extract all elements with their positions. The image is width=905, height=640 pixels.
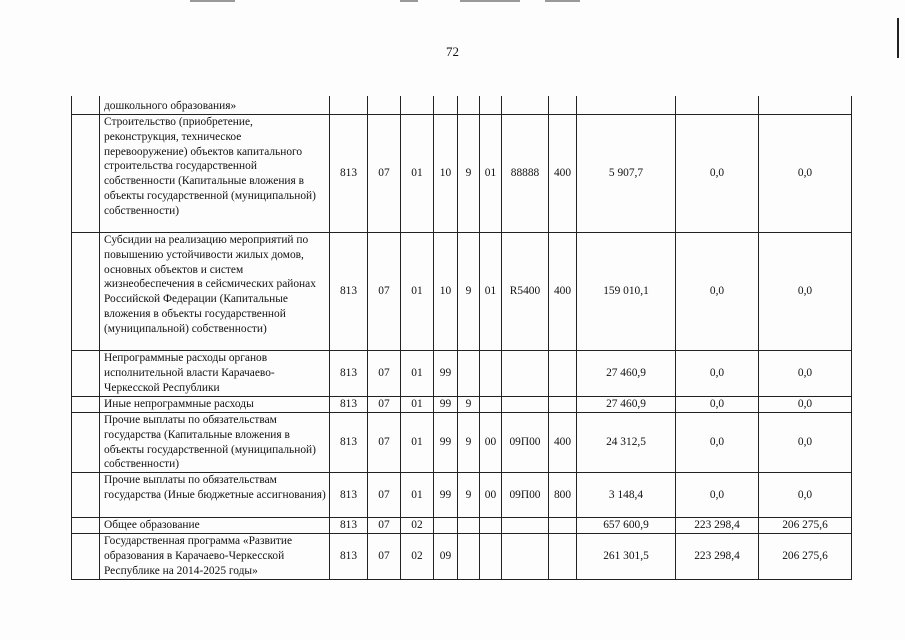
expense-name-cell: Прочие выплаты по обязательствам государства (Иные бюджетные ассигнования) <box>100 473 330 518</box>
program-code-cell: 99 <box>434 473 458 518</box>
amount-year2-cell: 223 298,4 <box>676 518 759 534</box>
subsection-code-cell: 01 <box>401 413 434 473</box>
amount-year1-cell: 24 312,5 <box>577 413 676 473</box>
expense-name-cell: Государственная программа «Развитие образования в Карачаево-Черкесской Республике на 2014-2025 годы» <box>100 534 330 580</box>
amount-year2-cell: 0,0 <box>676 473 759 518</box>
activity-code-cell <box>480 351 502 397</box>
expense-name-cell: Строительство (приобретение, реконструкция, техническое перевооружение) объектов капитального строительства государственной собственности (Капитальные вложения в объекты государственной (муниципальной) собственности) <box>100 115 330 233</box>
section-code-cell: 07 <box>368 115 401 233</box>
amount-year3-cell: 0,0 <box>759 351 852 397</box>
direction-code-cell <box>502 518 549 534</box>
direction-code-cell: 09П00 <box>502 473 549 518</box>
subsection-code-cell <box>401 96 434 115</box>
direction-code-cell <box>502 96 549 115</box>
expense-type-cell <box>549 397 577 413</box>
page-number: 72 <box>446 44 459 59</box>
amount-year1-cell: 159 010,1 <box>577 233 676 351</box>
expense-type-cell: 800 <box>549 473 577 518</box>
amount-year3-cell: 206 275,6 <box>759 518 852 534</box>
subsection-code-cell: 01 <box>401 233 434 351</box>
amount-year1-cell: 27 460,9 <box>577 351 676 397</box>
scan-edge-mark <box>545 0 580 2</box>
amount-year2-cell <box>676 96 759 115</box>
program-code-cell: 10 <box>434 233 458 351</box>
table-row <box>72 534 852 580</box>
amount-year1-cell: 27 460,9 <box>577 397 676 413</box>
subsection-code-cell: 01 <box>401 473 434 518</box>
scan-edge-mark <box>190 0 235 2</box>
ministry-code-cell: 813 <box>330 115 368 233</box>
amount-year1-cell <box>577 96 676 115</box>
amount-year1-cell: 261 301,5 <box>577 534 676 580</box>
amount-year3-cell: 206 275,6 <box>759 534 852 580</box>
program-code-cell: 10 <box>434 115 458 233</box>
program-code-cell: 99 <box>434 351 458 397</box>
subsection-code-cell: 01 <box>401 115 434 233</box>
program-code-cell: 99 <box>434 397 458 413</box>
amount-year2-cell: 0,0 <box>676 115 759 233</box>
direction-code-cell: R5400 <box>502 233 549 351</box>
expense-name-cell: Иные непрограммные расходы <box>100 397 330 413</box>
section-code-cell: 07 <box>368 534 401 580</box>
scan-edge-mark <box>400 0 418 2</box>
direction-code-cell <box>502 397 549 413</box>
program-code-cell: 99 <box>434 413 458 473</box>
activity-code-cell: 01 <box>480 115 502 233</box>
amount-year3-cell: 0,0 <box>759 413 852 473</box>
subprogram-code-cell: 9 <box>458 397 480 413</box>
subprogram-code-cell: 9 <box>458 233 480 351</box>
ministry-code-cell: 813 <box>330 233 368 351</box>
subprogram-code-cell: 9 <box>458 115 480 233</box>
direction-code-cell: 88888 <box>502 115 549 233</box>
activity-code-cell <box>480 518 502 534</box>
expense-type-cell <box>549 534 577 580</box>
section-code-cell: 07 <box>368 473 401 518</box>
table-row <box>72 115 852 233</box>
budget-table <box>71 96 852 580</box>
section-code-cell: 07 <box>368 413 401 473</box>
amount-year3-cell: 0,0 <box>759 397 852 413</box>
program-code-cell <box>434 96 458 115</box>
subprogram-code-cell: 9 <box>458 473 480 518</box>
table-row <box>72 413 852 473</box>
section-code-cell: 07 <box>368 518 401 534</box>
expense-name-cell: Общее образование <box>100 518 330 534</box>
row-number-cell <box>72 518 100 534</box>
expense-name-cell: Прочие выплаты по обязательствам государства (Капитальные вложения в объекты государственной (муниципальной) собственности) <box>100 413 330 473</box>
expense-type-cell: 400 <box>549 413 577 473</box>
section-code-cell: 07 <box>368 351 401 397</box>
row-number-cell <box>72 534 100 580</box>
subprogram-code-cell <box>458 96 480 115</box>
ministry-code-cell: 813 <box>330 473 368 518</box>
direction-code-cell <box>502 534 549 580</box>
table-row <box>72 397 852 413</box>
subprogram-code-cell <box>458 534 480 580</box>
expense-type-cell <box>549 96 577 115</box>
subsection-code-cell: 01 <box>401 397 434 413</box>
amount-year2-cell: 0,0 <box>676 397 759 413</box>
activity-code-cell <box>480 534 502 580</box>
row-number-cell <box>72 115 100 233</box>
table-row <box>72 233 852 351</box>
subprogram-code-cell: 9 <box>458 413 480 473</box>
row-number-cell <box>72 351 100 397</box>
expense-type-cell: 400 <box>549 115 577 233</box>
expense-name-cell: дошкольного образования» <box>100 96 330 115</box>
amount-year3-cell: 0,0 <box>759 115 852 233</box>
section-code-cell: 07 <box>368 397 401 413</box>
row-number-cell <box>72 473 100 518</box>
activity-code-cell <box>480 96 502 115</box>
amount-year3-cell <box>759 96 852 115</box>
subsection-code-cell: 01 <box>401 351 434 397</box>
amount-year2-cell: 0,0 <box>676 233 759 351</box>
ministry-code-cell: 813 <box>330 351 368 397</box>
subsection-code-cell: 02 <box>401 518 434 534</box>
row-number-cell <box>72 233 100 351</box>
row-number-cell <box>72 96 100 115</box>
subprogram-code-cell <box>458 518 480 534</box>
section-code-cell <box>368 96 401 115</box>
table-row <box>72 518 852 534</box>
direction-code-cell: 09П00 <box>502 413 549 473</box>
row-number-cell <box>72 413 100 473</box>
program-code-cell: 09 <box>434 534 458 580</box>
ministry-code-cell: 813 <box>330 534 368 580</box>
subprogram-code-cell <box>458 351 480 397</box>
amount-year3-cell: 0,0 <box>759 233 852 351</box>
table-row <box>72 351 852 397</box>
amount-year1-cell: 5 907,7 <box>577 115 676 233</box>
table-row <box>72 473 852 518</box>
ministry-code-cell: 813 <box>330 518 368 534</box>
activity-code-cell <box>480 397 502 413</box>
program-code-cell <box>434 518 458 534</box>
scan-edge-mark <box>460 0 520 2</box>
amount-year2-cell: 0,0 <box>676 351 759 397</box>
amount-year2-cell: 223 298,4 <box>676 534 759 580</box>
expense-name-cell: Субсидии на реализацию мероприятий по повышению устойчивости жилых домов, основных объектов и систем жизнеобеспечения в сейсмических районах Российской Федерации (Капитальные вложения в объекты государственной (муниципальной) собственности) <box>100 233 330 351</box>
expense-type-cell: 400 <box>549 233 577 351</box>
expense-type-cell <box>549 518 577 534</box>
direction-code-cell <box>502 351 549 397</box>
ministry-code-cell <box>330 96 368 115</box>
activity-code-cell: 00 <box>480 473 502 518</box>
subsection-code-cell: 02 <box>401 534 434 580</box>
amount-year1-cell: 657 600,9 <box>577 518 676 534</box>
expense-name-cell: Непрограммные расходы органов исполнительной власти Карачаево-Черкесской Республики <box>100 351 330 397</box>
activity-code-cell: 01 <box>480 233 502 351</box>
amount-year2-cell: 0,0 <box>676 413 759 473</box>
activity-code-cell: 00 <box>480 413 502 473</box>
amount-year1-cell: 3 148,4 <box>577 473 676 518</box>
section-code-cell: 07 <box>368 233 401 351</box>
expense-type-cell <box>549 351 577 397</box>
ministry-code-cell: 813 <box>330 397 368 413</box>
amount-year3-cell: 0,0 <box>759 473 852 518</box>
row-number-cell <box>72 397 100 413</box>
table-row <box>72 96 852 115</box>
ministry-code-cell: 813 <box>330 413 368 473</box>
